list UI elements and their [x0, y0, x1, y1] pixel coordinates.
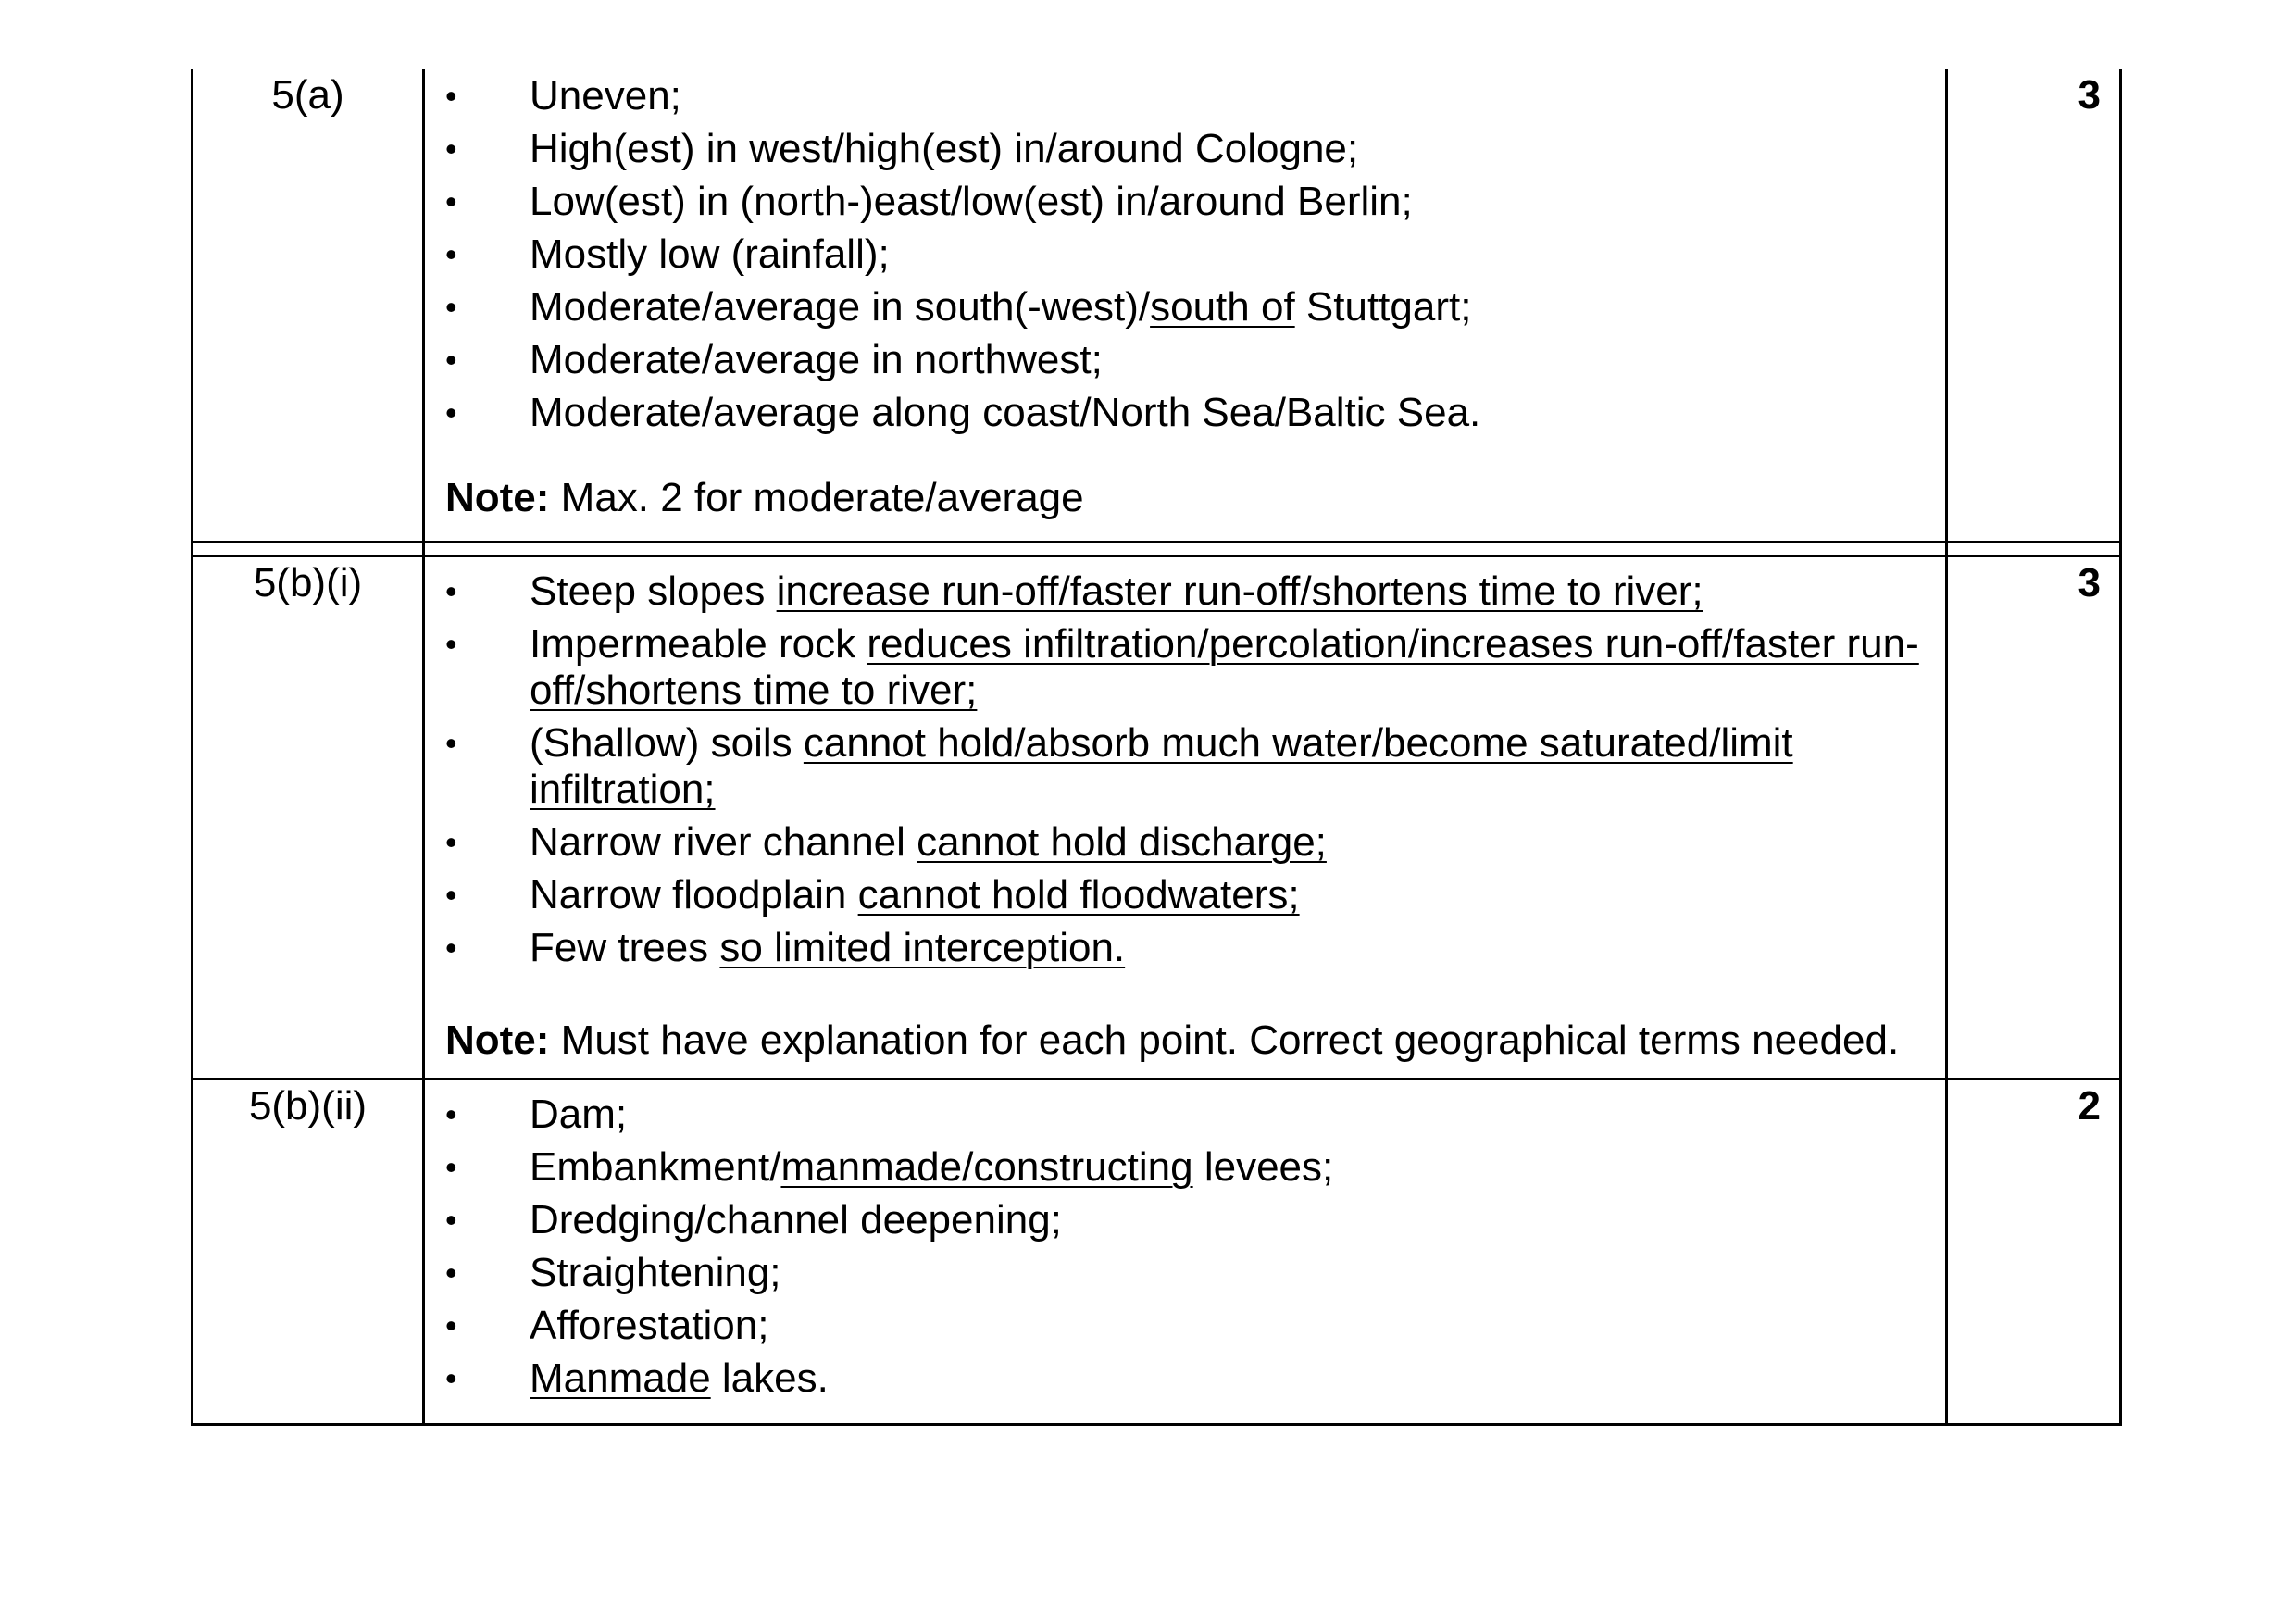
underlined-text: reduces infiltration/percolation/increases run-off/faster run-off/shortens time to river; — [530, 621, 1919, 713]
bullet-icon: • — [445, 1148, 457, 1186]
underlined-text: Manmade — [530, 1355, 711, 1401]
point-text: lakes. — [710, 1355, 829, 1401]
answer-point — [445, 720, 1932, 813]
answer-point — [445, 126, 1932, 172]
point-text: Few trees — [530, 925, 720, 970]
bullet-icon: • — [445, 572, 457, 610]
answer-points — [445, 73, 1932, 436]
bullet-icon: • — [445, 235, 457, 273]
point-text: Afforestation; — [530, 1303, 769, 1348]
point-text: Stuttgart; — [1294, 284, 1472, 330]
answer-point — [445, 621, 1932, 714]
answer-point — [445, 179, 1932, 225]
point-text: Narrow floodplain — [530, 872, 858, 918]
point-text: Low(est) in (north-)east/low(est) in/around Berlin; — [530, 179, 1413, 224]
underlined-text: south of — [1150, 284, 1295, 330]
point-text: (Shallow) soils — [530, 720, 804, 766]
answer-point — [445, 1197, 1932, 1243]
bullet-icon: • — [445, 1306, 457, 1344]
answer-point — [445, 1250, 1932, 1296]
bullet-icon: • — [445, 1254, 457, 1292]
examiner-note — [445, 1016, 1932, 1065]
point-text: Embankment/ — [530, 1144, 781, 1190]
answer-cell — [424, 556, 1947, 1080]
separator-cell — [193, 543, 424, 556]
underlined-text: so limited interception. — [719, 925, 1126, 970]
bullet-icon: • — [445, 77, 457, 115]
point-text: levees; — [1192, 1144, 1334, 1190]
answer-points — [445, 568, 1932, 971]
bullet-icon: • — [445, 1095, 457, 1133]
point-text: Moderate/average along coast/North Sea/Baltic Sea. — [530, 390, 1481, 435]
examiner-note — [445, 473, 1932, 522]
underlined-text: cannot hold floodwaters; — [857, 872, 1300, 918]
bullet-icon: • — [445, 130, 457, 168]
question-number: 5(b)(i) — [253, 560, 363, 605]
question-number: 5(b)(ii) — [248, 1083, 368, 1129]
bullet-icon: • — [445, 823, 457, 861]
marks-cell — [1947, 1080, 2121, 1425]
question-number: 5(a) — [271, 72, 344, 118]
note-text: Must have explanation for each point. Correct geographical terms needed. — [549, 1017, 1900, 1063]
bullet-icon: • — [445, 1359, 457, 1397]
underlined-text: increase run-off/faster run-off/shortens time to river; — [776, 568, 1703, 614]
point-text: Uneven; — [530, 73, 681, 119]
bullet-icon: • — [445, 288, 457, 326]
underlined-text: manmade/constructing — [780, 1144, 1193, 1190]
underlined-text: cannot hold/absorb much water/become saturated/limit infiltration; — [530, 720, 1793, 812]
marks-value: 2 — [2078, 1083, 2101, 1129]
answer-point — [445, 390, 1932, 436]
note-label: Note: — [445, 475, 550, 520]
answer-point — [445, 284, 1932, 331]
marks-cell — [1947, 69, 2121, 543]
bullet-icon: • — [445, 625, 457, 663]
separator-cell — [1947, 543, 2121, 556]
answer-point — [445, 925, 1932, 971]
answer-point — [445, 1355, 1932, 1402]
question-number-cell — [193, 69, 424, 543]
point-text: Dredging/channel deepening; — [530, 1197, 1062, 1242]
answer-cell — [424, 69, 1947, 543]
answer-point — [445, 337, 1932, 383]
bullet-icon: • — [445, 341, 457, 379]
question-number-cell — [193, 556, 424, 1080]
mark-scheme-table — [191, 69, 2122, 1426]
marks-value: 3 — [2078, 72, 2101, 118]
point-text: Steep slopes — [530, 568, 777, 614]
answer-point — [445, 1144, 1932, 1191]
bullet-icon: • — [445, 393, 457, 431]
marks-cell — [1947, 556, 2121, 1080]
bullet-icon: • — [445, 182, 457, 220]
point-text: Moderate/average in south(-west)/ — [530, 284, 1151, 330]
mark-scheme-row-5a — [193, 69, 2121, 543]
answer-point — [445, 73, 1932, 119]
point-text: Moderate/average in northwest; — [530, 337, 1103, 382]
bullet-icon: • — [445, 929, 457, 967]
answer-point — [445, 872, 1932, 918]
bullet-icon: • — [445, 724, 457, 762]
bullet-icon: • — [445, 876, 457, 914]
note-label: Note: — [445, 1017, 550, 1063]
mark-scheme-row-5bi — [193, 556, 2121, 1080]
point-text: Dam; — [530, 1092, 628, 1137]
row-separator — [193, 543, 2121, 556]
point-text: Impermeable rock — [530, 621, 867, 667]
marks-value: 3 — [2078, 560, 2101, 605]
answer-point — [445, 231, 1932, 278]
mark-scheme-row-5bii — [193, 1080, 2121, 1425]
answer-points — [445, 1092, 1932, 1402]
separator-cell — [424, 543, 1947, 556]
answer-point — [445, 819, 1932, 866]
question-number-cell — [193, 1080, 424, 1425]
point-text: Mostly low (rainfall); — [530, 231, 890, 277]
point-text: High(est) in west/high(est) in/around Cologne; — [530, 126, 1359, 171]
bullet-icon: • — [445, 1201, 457, 1239]
answer-point — [445, 1092, 1932, 1138]
answer-point — [445, 1303, 1932, 1349]
answer-point — [445, 568, 1932, 615]
point-text: Straightening; — [530, 1250, 781, 1295]
underlined-text: cannot hold discharge; — [917, 819, 1327, 865]
point-text: Narrow river channel — [530, 819, 917, 865]
note-text: Max. 2 for moderate/average — [549, 475, 1084, 520]
answer-cell — [424, 1080, 1947, 1425]
